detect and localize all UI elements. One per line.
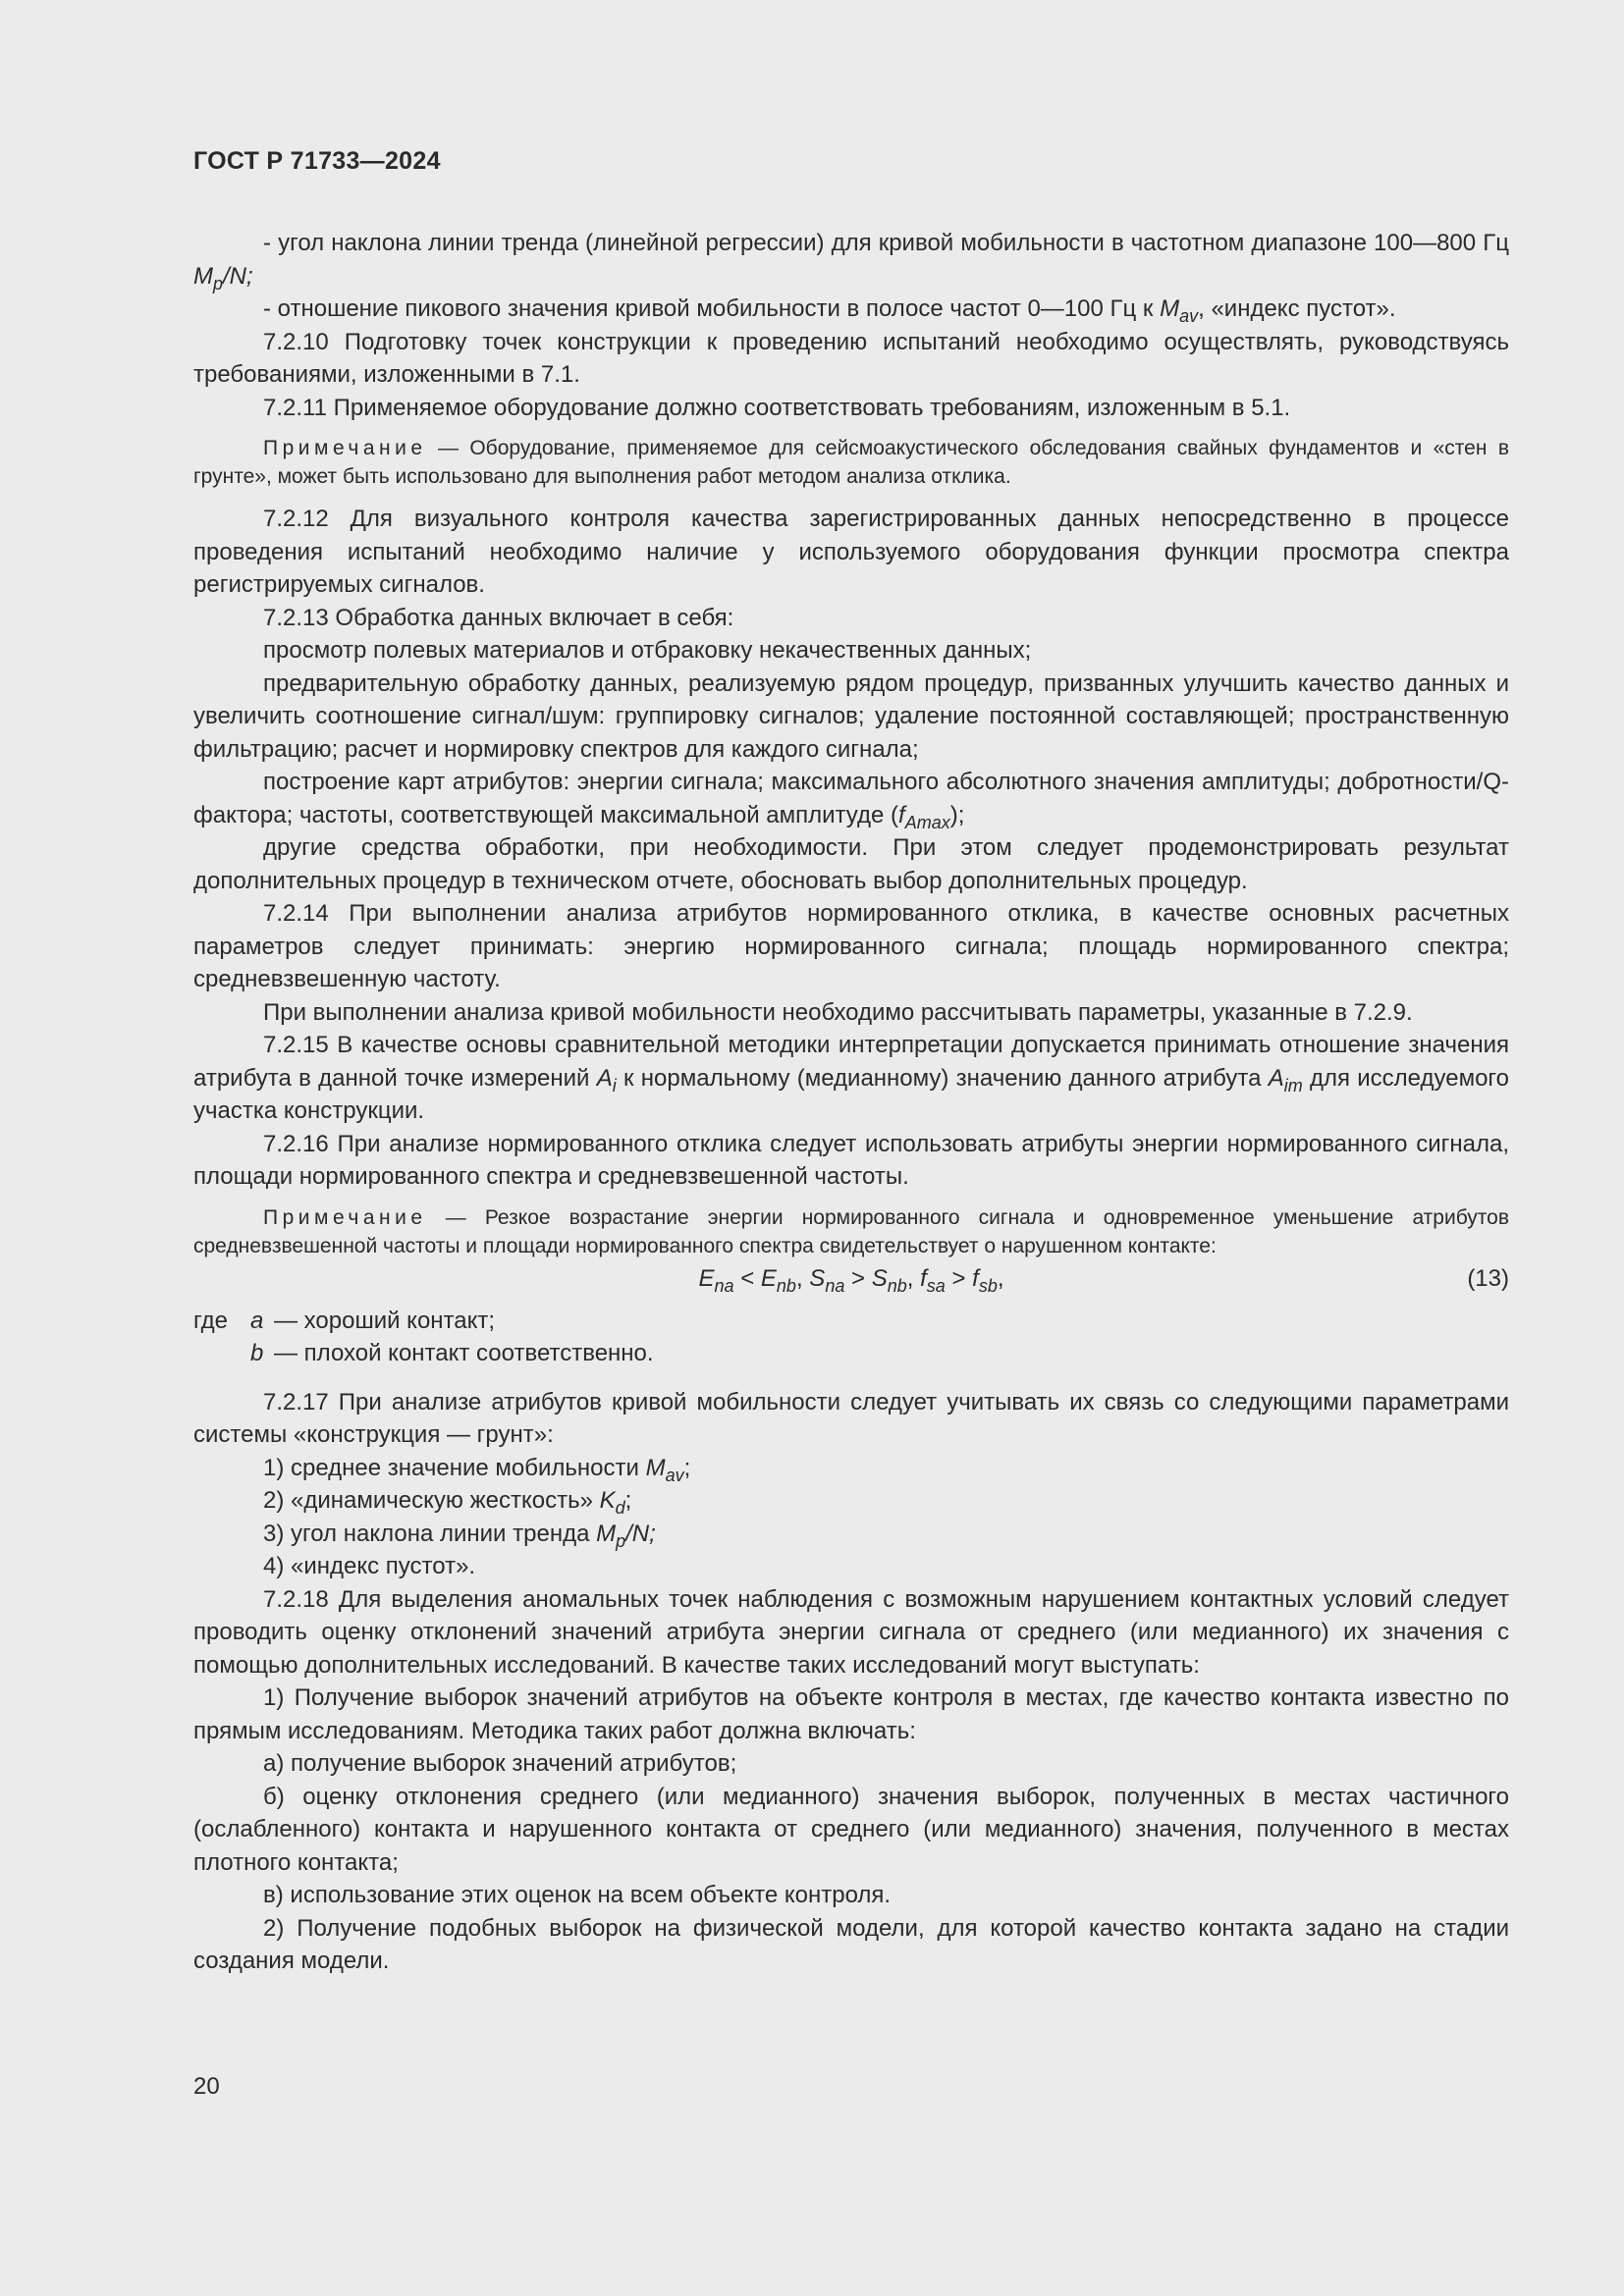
list-item-1: 1) среднее значение мобильности $M_{av}$; bbox=[263, 1454, 691, 1485]
paragraph-mobility-analysis: При выполнении анализа кривой мобильности необходимо рассчитывать параметры, указанные в 7.2.9. bbox=[263, 998, 1413, 1026]
paragraph-preprocessing: предварительную обработку данных, реализуемую рядом процедур, призванных улучшить качество данных и увеличить соотношение сигнал/шум: группировку сигналов; удаление постоянной составляющей; пространственную фильтрацию; расчет и нормировку спектров для каждого сигнала; bbox=[193, 669, 1509, 763]
list-item-2: 2) «динамическую жесткость» $K_d$; bbox=[263, 1487, 632, 1518]
paragraph-7-2-10: 7.2.10 Подготовку точек конструкции к проведению испытаний необходимо осуществлять, руководствуясь требованиями, изложенными в 7.1. bbox=[193, 328, 1509, 388]
paragraph-physical-model: 2) Получение подобных выборок на физической модели, для которой качество контакта задано на стадии создания модели. bbox=[193, 1914, 1509, 1974]
paragraph-attribute-maps: построение карт атрибутов: энергии сигнала; максимального абсолютного значения амплитуды; добротности/Q-фактора; частоты, соответствующей максимальной амплитуде $(f_{Amax})$; bbox=[193, 769, 1509, 832]
paragraph-void-index: - отношение пикового значения кривой мобильности в полосе частот 0—100 Гц к $M_{av}$, «индекс пустот». bbox=[263, 295, 1396, 326]
note-contact: Примечание — Резкое возрастание энергии нормированного сигнала и одновременное уменьшение атрибутов средневзвешенной частоты и площади нормированного спектра свидетельствует о нарушенном контакте: bbox=[193, 1205, 1509, 1257]
paragraph-7-2-14: 7.2.14 При выполнении анализа атрибутов нормированного отклика, в качестве основных расчетных параметров следует принимать: энергию нормированного сигнала; площадь нормированного спектра; средневзвешенную частоту. bbox=[193, 900, 1509, 992]
paragraph-sampling-objects: 1) Получение выборок значений атрибутов на объекте контроля в местах, где качество контакта известно по прямым исследованиям. Методика таких работ должна включать: bbox=[193, 1684, 1509, 1744]
document-header: ГОСТ Р 71733—2024 bbox=[193, 147, 441, 175]
note-equipment: Примечание — Оборудование, применяемое для сейсмоакустического обследования свайных фундаментов и «стен в грунте», может быть использовано для выполнения работ методом анализа отклика. bbox=[193, 437, 1509, 488]
paragraph-field-review: просмотр полевых материалов и отбраковку некачественных данных; bbox=[263, 637, 1032, 664]
paragraph-trend-slope: - угол наклона линии тренда (линейной регрессии) для кривой мобильности в частотном диапазоне 100—800 Гц $M_p/N$; bbox=[193, 230, 1509, 294]
paragraph-other-tools: другие средства обработки, при необходимости. При этом следует продемонстрировать результат дополнительных процедур в техническом отчете, обосновать выбор дополнительных процедур. bbox=[193, 834, 1509, 894]
paragraph-7-2-16: 7.2.16 При анализе нормированного отклика следует использовать атрибуты энергии нормированного сигнала, площади нормированного спектра и средневзвешенной частоты. bbox=[193, 1130, 1509, 1190]
formula-13 bbox=[193, 1262, 1509, 1295]
paragraph-7-2-12: 7.2.12 Для визуального контроля качества зарегистрированных данных непосредственно в процессе проведения испытаний необходимо наличие у используемого оборудования функции просмотра спектра регистрируемых сигналов. bbox=[193, 506, 1509, 598]
formula-number: (13) bbox=[1467, 1264, 1509, 1292]
list-item-4: 4) «индекс пустот». bbox=[263, 1553, 476, 1579]
paragraph-7-2-18: 7.2.18 Для выделения аномальных точек наблюдения с возможным нарушением контактных условий следует проводить оценку отклонений значений атрибута энергии сигнала от среднего (или медианного) их значения с помощью дополнительных исследований. В качестве таких исследований могут выступать: bbox=[193, 1585, 1509, 1679]
note-label: Примечание bbox=[263, 437, 427, 459]
paragraph-7-2-15: 7.2.15 В качестве основы сравнительной методики интерпретации допускается принимать отношение значения атрибута в данной точке измерений $A_i$ к нормальному (медианному) значению данного атрибута $A_{im}$ для исследуемого участка конструкции. bbox=[193, 1032, 1509, 1124]
paragraph-7-2-11: 7.2.11 Применяемое оборудование должно соответствовать требованиям, изложенным в 5.1. bbox=[263, 394, 1291, 421]
list-item-v: в) использование этих оценок на всем объекте контроля. bbox=[263, 1882, 892, 1908]
formula-expression: $E_{na} < E_{nb}$, $S_{na} > S_{nb}$, $f_{sa} > f_{sb}$, bbox=[698, 1264, 1004, 1296]
paragraph-7-2-17: 7.2.17 При анализе атрибутов кривой мобильности следует учитывать их связь со следующими параметрами системы «конструкция — грунт»: bbox=[193, 1388, 1509, 1448]
paragraph-7-2-13: 7.2.13 Обработка данных включает в себя: bbox=[263, 604, 734, 631]
list-item-b: б) оценку отклонения среднего (или медианного) значения выборок, полученных в местах частичного (ослабленного) контакта и нарушенного контакта от среднего (или медианного) значения, полученного в местах плотного контакта; bbox=[193, 1783, 1509, 1876]
page-number: 20 bbox=[193, 2073, 220, 2100]
list-item-a: а) получение выборок значений атрибутов; bbox=[263, 1750, 737, 1777]
where-block bbox=[193, 1305, 1509, 1370]
where-row-b: b — плохой контакт соответственно. bbox=[250, 1340, 654, 1366]
note-label: Примечание bbox=[263, 1205, 427, 1229]
document-body bbox=[193, 227, 1509, 1978]
where-row-a: где a — хороший контакт; bbox=[193, 1307, 496, 1334]
list-item-3: 3) угол наклона линии тренда $M_p/N$; bbox=[263, 1520, 656, 1551]
